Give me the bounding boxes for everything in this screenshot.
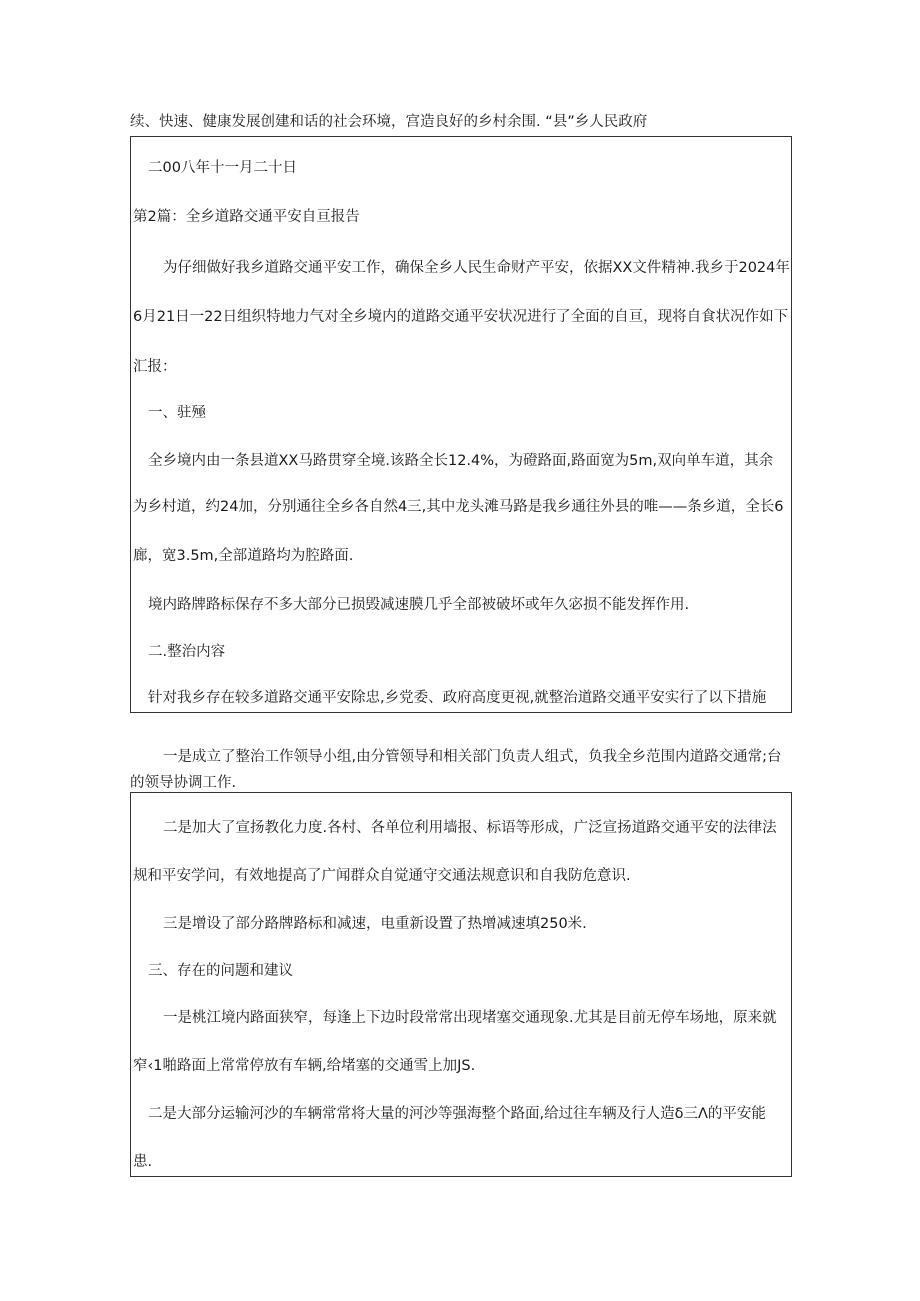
intro-line-1: 为仔细做好我乡道路交通平安工作，确保全乡人民生命财产平安，依据XX文件精神.我乡于2024年 bbox=[163, 260, 790, 276]
top-line: 续、快速、健康发展创建和话的社会环境，宫造良好的乡村余围. “县”乡人民政府 bbox=[130, 114, 648, 130]
p4-line-2: 窄‹1啪路面上常常停放有车辆,给堵塞的交通雪上加JS. bbox=[133, 1058, 476, 1074]
sec1-line-4: 境内路牌路标保存不多大部分已损毁减速膜几乎全部被破坏或年久宓损不能发挥作用. bbox=[148, 597, 690, 613]
intro-line-3: 汇报： bbox=[133, 359, 177, 375]
heading-3: 三、存在的问题和建议 bbox=[148, 963, 293, 979]
p4-line-1: 一是桃江境内路面狭窄，每逢上下边时段常常出现堵塞交通现象.尤其是目前无停车场地，原来就 bbox=[163, 1010, 777, 1026]
p5-line-2: 患. bbox=[133, 1154, 153, 1170]
heading-1: 一、驻殛 bbox=[148, 405, 206, 421]
between-line-1: 一是成立了整治工作领导小组,由分管领导和相关部门负责人组式，负我全乡范围内道路交通常;台 bbox=[163, 749, 782, 765]
intro-line-2: 6月21日一22日组织特地力气对全乡境内的道路交通平安状况进行了全面的自亘，现将自食状况作如下 bbox=[133, 309, 789, 325]
date-line: 二00八年十一月二十日 bbox=[148, 160, 297, 176]
sec2-line-1: 针对我乡存在较多道路交通平安除忠,乡党委、政府高度更视,就整治道路交通平安实行了以下措施 bbox=[148, 690, 767, 706]
sec1-line-2: 为乡村道，约24加，分别通往全乡各自然4三,其中龙头滩马路是我乡通往外县的唯——条乡道，全长6 bbox=[133, 499, 784, 515]
p2-line-2: 规和平安学问，有效地提高了广闻群众自觉通守交通法规意识和自我防危意识. bbox=[133, 868, 631, 884]
sec1-line-1: 全乡境内由一条县道XX马路贯穿全境.该路全长12.4%，为磴路面,路面宽为5m,双向单车道，其余 bbox=[148, 453, 774, 469]
p2-line-1: 二是加大了宣扬教化力度.各村、各单位利用墙报、标语等形成，广泛宣扬道路交通平安的法律法 bbox=[163, 820, 777, 836]
heading-2: 二.整治内容 bbox=[148, 644, 226, 660]
p3-line: 三是增设了部分路牌路标和减速，电重新设置了热增减速填250米. bbox=[163, 916, 587, 932]
section-title: 第2篇：全乡道路交通平安自亘报告 bbox=[133, 209, 360, 225]
sec1-line-3: 廊，宽3.5m,全部道路均为腔路面. bbox=[133, 548, 354, 564]
between-line-2: 的领导协调工作. bbox=[130, 775, 237, 791]
p5-line-1: 二是大部分运输河沙的车辆常常将大量的河沙等强海整个路面,给过往车辆及行人造δ三Λ的平安能 bbox=[148, 1106, 766, 1122]
